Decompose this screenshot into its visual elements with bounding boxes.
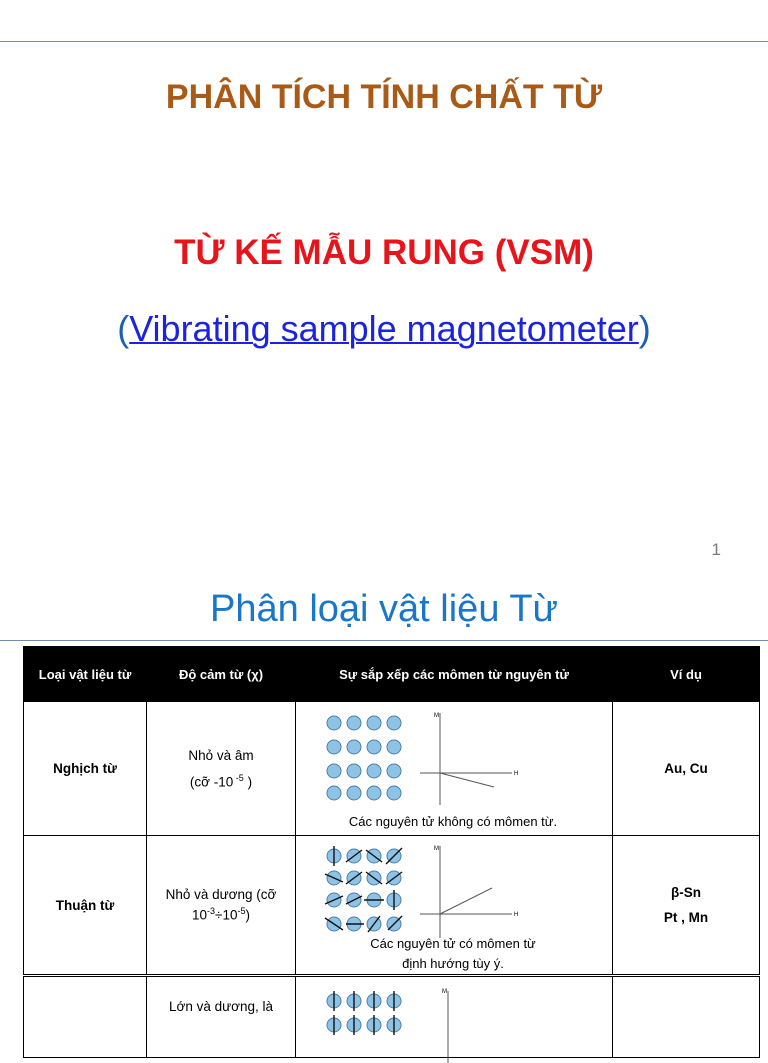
vsm-link[interactable]: Vibrating sample magnetometer bbox=[129, 308, 639, 349]
susceptibility-cell bbox=[147, 702, 296, 836]
classification-title: Phân loại vật liệu Từ bbox=[210, 588, 558, 630]
example-line1: β-Sn bbox=[671, 885, 701, 900]
chi-sup: -3 bbox=[207, 906, 216, 917]
moment-arrangement-cell bbox=[296, 836, 613, 976]
chi-pre: 10 bbox=[192, 907, 208, 923]
header-examples: Ví dụ bbox=[613, 647, 760, 702]
header-material-type: Loại vật liệu từ bbox=[24, 647, 147, 702]
chi-mid: ÷10 bbox=[215, 907, 238, 923]
chi-post: ) bbox=[243, 774, 253, 790]
axis-h-label: H bbox=[514, 770, 519, 777]
ferromagnetic-diagram bbox=[296, 977, 612, 1057]
moment-arrangement-cell bbox=[296, 976, 613, 1058]
diamagnetic-diagram bbox=[296, 703, 612, 835]
paramagnetic-caption-line2: định hướng tùy ý. bbox=[402, 956, 504, 971]
chi-line1: Nhỏ và âm bbox=[188, 747, 254, 763]
chi-post: ) bbox=[245, 907, 250, 923]
axis-m-label: M bbox=[442, 989, 447, 995]
table-header-row bbox=[24, 647, 760, 702]
top-divider bbox=[0, 41, 768, 42]
table-row bbox=[24, 836, 760, 976]
chi-line1: Nhỏ và dương (cỡ bbox=[165, 887, 277, 903]
slide-subtitle: TỪ KẾ MẪU RUNG (VSM) bbox=[174, 233, 594, 272]
axis-m-label: M bbox=[434, 712, 439, 719]
page-number: 1 bbox=[711, 540, 721, 559]
link-line bbox=[0, 308, 768, 350]
paramagnetic-illustration bbox=[324, 842, 564, 942]
material-type-cell: Thuận từ bbox=[24, 836, 147, 976]
chi-pre: (cỡ -10 bbox=[189, 774, 234, 790]
example-cell bbox=[613, 976, 760, 1058]
axis-m-label: M bbox=[434, 846, 439, 852]
chi-line2 bbox=[147, 773, 295, 790]
chi-sup: -5 bbox=[233, 772, 244, 783]
slide-title: PHÂN TÍCH TÍNH CHẤT TỪ bbox=[165, 78, 603, 116]
diamagnetic-illustration bbox=[324, 709, 564, 809]
diamagnetic-caption: Các nguyên tử không có mômen từ. bbox=[348, 813, 558, 829]
middle-divider bbox=[0, 640, 768, 641]
paren-open: ( bbox=[117, 308, 130, 349]
header-susceptibility: Độ cảm từ (χ) bbox=[147, 647, 296, 702]
magnetic-materials-table bbox=[23, 646, 760, 1058]
susceptibility-cell bbox=[147, 976, 296, 1058]
susceptibility-cell bbox=[147, 836, 296, 976]
material-type-cell: Nghịch từ bbox=[24, 702, 147, 836]
table-row bbox=[24, 702, 760, 836]
moment-arrangement-cell bbox=[296, 702, 613, 836]
chi-line1: Lớn và dương, là bbox=[168, 999, 274, 1014]
chi-sup2: -5 bbox=[237, 906, 246, 917]
example-line2: Pt , Mn bbox=[663, 910, 709, 925]
paramagnetic-diagram bbox=[296, 836, 612, 974]
chi-line2 bbox=[147, 906, 295, 923]
paren-close: ) bbox=[638, 308, 651, 349]
ferromagnetic-illustration bbox=[324, 983, 564, 1063]
example-cell bbox=[613, 836, 760, 976]
table-row bbox=[24, 976, 760, 1058]
paramagnetic-caption-line1: Các nguyên tử có mômen từ bbox=[370, 936, 536, 951]
axis-h-label: H bbox=[514, 912, 519, 918]
example-cell: Au, Cu bbox=[613, 702, 760, 836]
header-moment-arrangement: Sự sắp xếp các mômen từ nguyên tử bbox=[296, 647, 613, 702]
material-type-cell bbox=[24, 976, 147, 1058]
